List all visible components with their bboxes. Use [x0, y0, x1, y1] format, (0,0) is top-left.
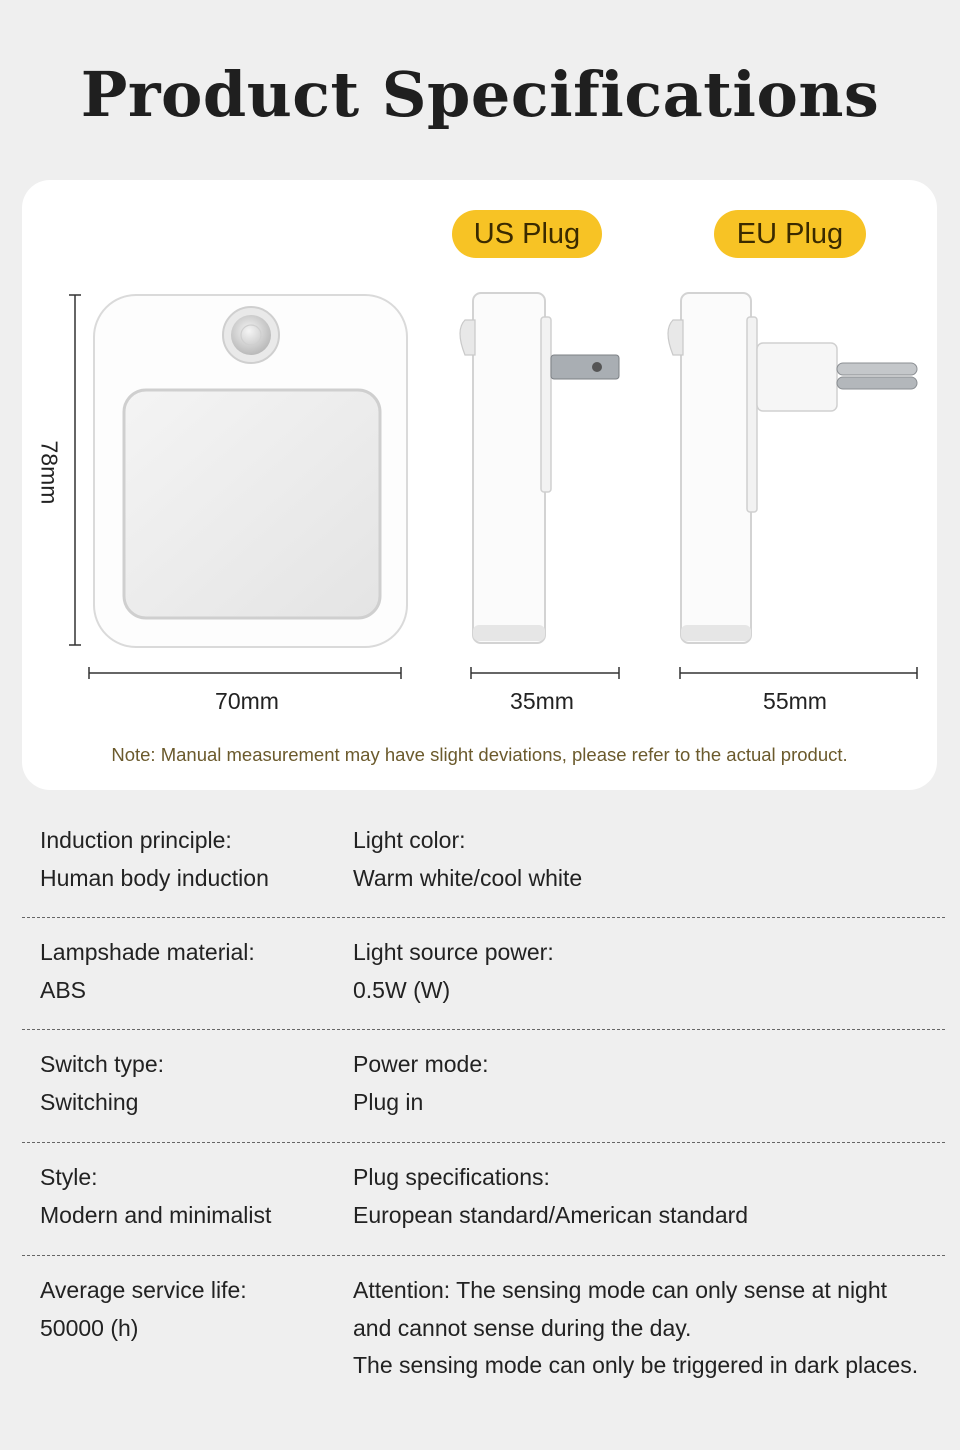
spec-value: Warm white/cool white	[353, 865, 583, 891]
spec-row	[22, 808, 945, 918]
spec-value: ABS	[40, 977, 87, 1003]
spec-value: 50000 (h)	[40, 1315, 139, 1341]
spec-label: Style:	[40, 1164, 98, 1190]
spec-label: Plug specifications:	[353, 1164, 550, 1190]
spec-value: and cannot sense during the day.	[353, 1315, 692, 1341]
spec-table	[22, 808, 945, 1406]
spec-label: Lampshade material:	[40, 939, 255, 965]
spec-label: Attention: The sensing mode can only sense at night	[353, 1277, 888, 1303]
us-plug-badge: US Plug	[452, 210, 602, 258]
night-light-us-side-image	[447, 285, 627, 655]
spec-row	[22, 1143, 945, 1256]
dimension-lines	[22, 660, 937, 690]
spec-row	[22, 1030, 945, 1143]
spec-value: Human body induction	[40, 865, 269, 891]
page-title: Product Specifications	[80, 58, 880, 131]
spec-value: European standard/American standard	[353, 1202, 749, 1228]
width-dimension-label: 70mm	[215, 688, 279, 714]
spec-label: Light source power:	[353, 939, 554, 965]
night-light-front-image	[62, 285, 422, 655]
spec-label: Average service life:	[40, 1277, 247, 1303]
spec-label: Power mode:	[353, 1051, 489, 1077]
spec-label: Induction principle:	[40, 827, 232, 853]
eu-depth-dimension-label: 55mm	[763, 688, 827, 714]
spec-value: Plug in	[353, 1089, 424, 1115]
spec-row	[22, 918, 945, 1030]
us-depth-dimension-label: 35mm	[510, 688, 574, 714]
product-dimension-card	[22, 180, 937, 790]
spec-value: Modern and minimalist	[40, 1202, 272, 1228]
eu-plug-badge: EU Plug	[714, 210, 866, 258]
night-light-eu-side-image	[657, 285, 927, 655]
spec-value: Switching	[40, 1089, 139, 1115]
spec-label: Switch type:	[40, 1051, 164, 1077]
measurement-note: Note: Manual measurement may have slight deviations, please refer to the actual product.	[111, 744, 848, 765]
spec-label: Light color:	[353, 827, 466, 853]
spec-value: The sensing mode can only be triggered in dark places.	[353, 1352, 919, 1378]
spec-row	[22, 1256, 945, 1406]
height-dimension-label: 78mm	[36, 440, 63, 505]
spec-value: 0.5W (W)	[353, 977, 451, 1003]
